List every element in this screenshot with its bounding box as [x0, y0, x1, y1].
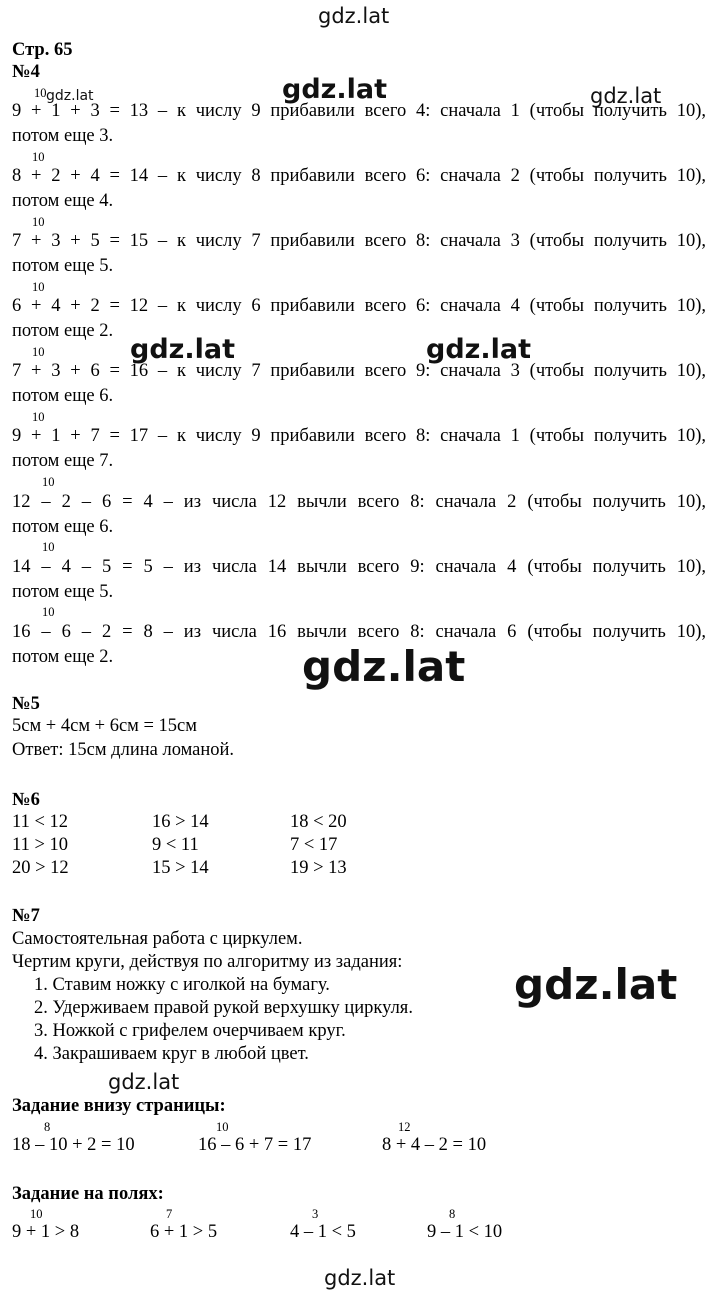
superscript: 10	[216, 1120, 229, 1134]
equation-line: 8 + 2 + 4 = 14 – к числу 8 прибавили всего 6: сначала 2 (чтобы получить 10),	[12, 166, 706, 186]
equation-continuation: потом еще 6.	[12, 386, 114, 406]
superscript: 7	[166, 1207, 173, 1221]
equation-line: 12 – 2 – 6 = 4 – из числа 12 вычли всего 8: сначала 2 (чтобы получить 10),	[12, 492, 706, 512]
superscript: 10	[32, 215, 45, 229]
watermark-top: gdz.lat	[318, 4, 390, 28]
equation-line: 14 – 4 – 5 = 5 – из числа 14 вычли всего 9: сначала 4 (чтобы получить 10),	[12, 557, 706, 577]
equation-line: 16 – 6 – 2 = 8 – из числа 16 вычли всего 8: сначала 6 (чтобы получить 10),	[12, 622, 706, 642]
margin-task-title: Задание на полях:	[12, 1184, 164, 1204]
equation-line: 6 + 4 + 2 = 12 – к числу 6 прибавили всего 6: сначала 4 (чтобы получить 10),	[12, 296, 706, 316]
task4-title: №4	[12, 62, 40, 82]
watermark: gdz.lat	[514, 960, 678, 1009]
task7-step: 3. Ножкой с грифелем очерчиваем круг.	[34, 1021, 346, 1041]
task6-title: №6	[12, 790, 40, 810]
superscript: 10	[32, 280, 45, 294]
comparison-cell: 7 < 17	[290, 835, 338, 855]
superscript: 10	[42, 605, 55, 619]
superscript: 10	[42, 475, 55, 489]
comparison-cell: 19 > 13	[290, 858, 347, 878]
watermark-tiny: gdz.lat	[46, 88, 94, 104]
equation-line: 9 + 1 + 3 = 13 – к числу 9 прибавили всего 4: сначала 1 (чтобы получить 10),	[12, 101, 706, 121]
task7-step: 2. Удерживаем правой рукой верхушку циркуля.	[34, 998, 413, 1018]
bottom-task-expression: 8 + 4 – 2 = 10	[382, 1135, 487, 1155]
equation-continuation: потом еще 7.	[12, 451, 114, 471]
watermark: gdz.lat	[590, 84, 662, 108]
watermark: gdz.lat	[302, 642, 466, 691]
bottom-task-expression: 18 – 10 + 2 = 10	[12, 1135, 135, 1155]
margin-task-expression: 6 + 1 > 5	[150, 1222, 218, 1242]
task7-instruction: Чертим круги, действуя по алгоритму из задания:	[12, 952, 403, 972]
superscript: 8	[449, 1207, 456, 1221]
equation-continuation: потом еще 5.	[12, 256, 114, 276]
equation-continuation: потом еще 2.	[12, 647, 114, 667]
task5-title: №5	[12, 694, 40, 714]
equation-continuation: потом еще 6.	[12, 517, 114, 537]
comparison-cell: 9 < 11	[152, 835, 199, 855]
watermark: gdz.lat	[130, 334, 236, 365]
margin-task-expression: 9 – 1 < 10	[427, 1222, 503, 1242]
superscript: 10	[32, 150, 45, 164]
comparison-cell: 11 > 10	[12, 835, 68, 855]
superscript: 3	[312, 1207, 319, 1221]
watermark-bottom: gdz.lat	[324, 1266, 396, 1290]
equation-continuation: потом еще 3.	[12, 126, 114, 146]
task7-title: №7	[12, 906, 40, 926]
equation-continuation: потом еще 4.	[12, 191, 114, 211]
superscript: 10	[34, 86, 47, 100]
equation-line: 7 + 3 + 5 = 15 – к числу 7 прибавили всего 8: сначала 3 (чтобы получить 10),	[12, 231, 706, 251]
bottom-task-expression: 16 – 6 + 7 = 17	[198, 1135, 312, 1155]
page-label: Стр. 65	[12, 40, 73, 60]
watermark: gdz.lat	[426, 334, 532, 365]
watermark: gdz.lat	[108, 1070, 180, 1094]
superscript: 8	[44, 1120, 51, 1134]
equation-line: 9 + 1 + 7 = 17 – к числу 9 прибавили всего 8: сначала 1 (чтобы получить 10),	[12, 426, 706, 446]
comparison-cell: 20 > 12	[12, 858, 69, 878]
task7-intro: Самостоятельная работа с циркулем.	[12, 929, 303, 949]
margin-task-expression: 4 – 1 < 5	[290, 1222, 356, 1242]
margin-task-expression: 9 + 1 > 8	[12, 1222, 80, 1242]
watermark: gdz.lat	[282, 74, 388, 105]
superscript: 10	[30, 1207, 43, 1221]
superscript: 10	[32, 410, 45, 424]
equation-continuation: потом еще 2.	[12, 321, 114, 341]
bottom-task-title: Задание внизу страницы:	[12, 1096, 226, 1116]
superscript: 10	[32, 345, 45, 359]
equation-line: 7 + 3 + 6 = 16 – к числу 7 прибавили всего 9: сначала 3 (чтобы получить 10),	[12, 361, 706, 381]
comparison-cell: 11 < 12	[12, 812, 68, 832]
equation-continuation: потом еще 5.	[12, 582, 114, 602]
task5-equation: 5см + 4см + 6см = 15см	[12, 716, 197, 736]
comparison-cell: 15 > 14	[152, 858, 209, 878]
comparison-cell: 16 > 14	[152, 812, 209, 832]
task5-answer: Ответ: 15см длина ломаной.	[12, 740, 235, 760]
task7-step: 4. Закрашиваем круг в любой цвет.	[34, 1044, 309, 1064]
superscript: 12	[398, 1120, 411, 1134]
superscript: 10	[42, 540, 55, 554]
task7-step: 1. Ставим ножку с иголкой на бумагу.	[34, 975, 330, 995]
comparison-cell: 18 < 20	[290, 812, 347, 832]
